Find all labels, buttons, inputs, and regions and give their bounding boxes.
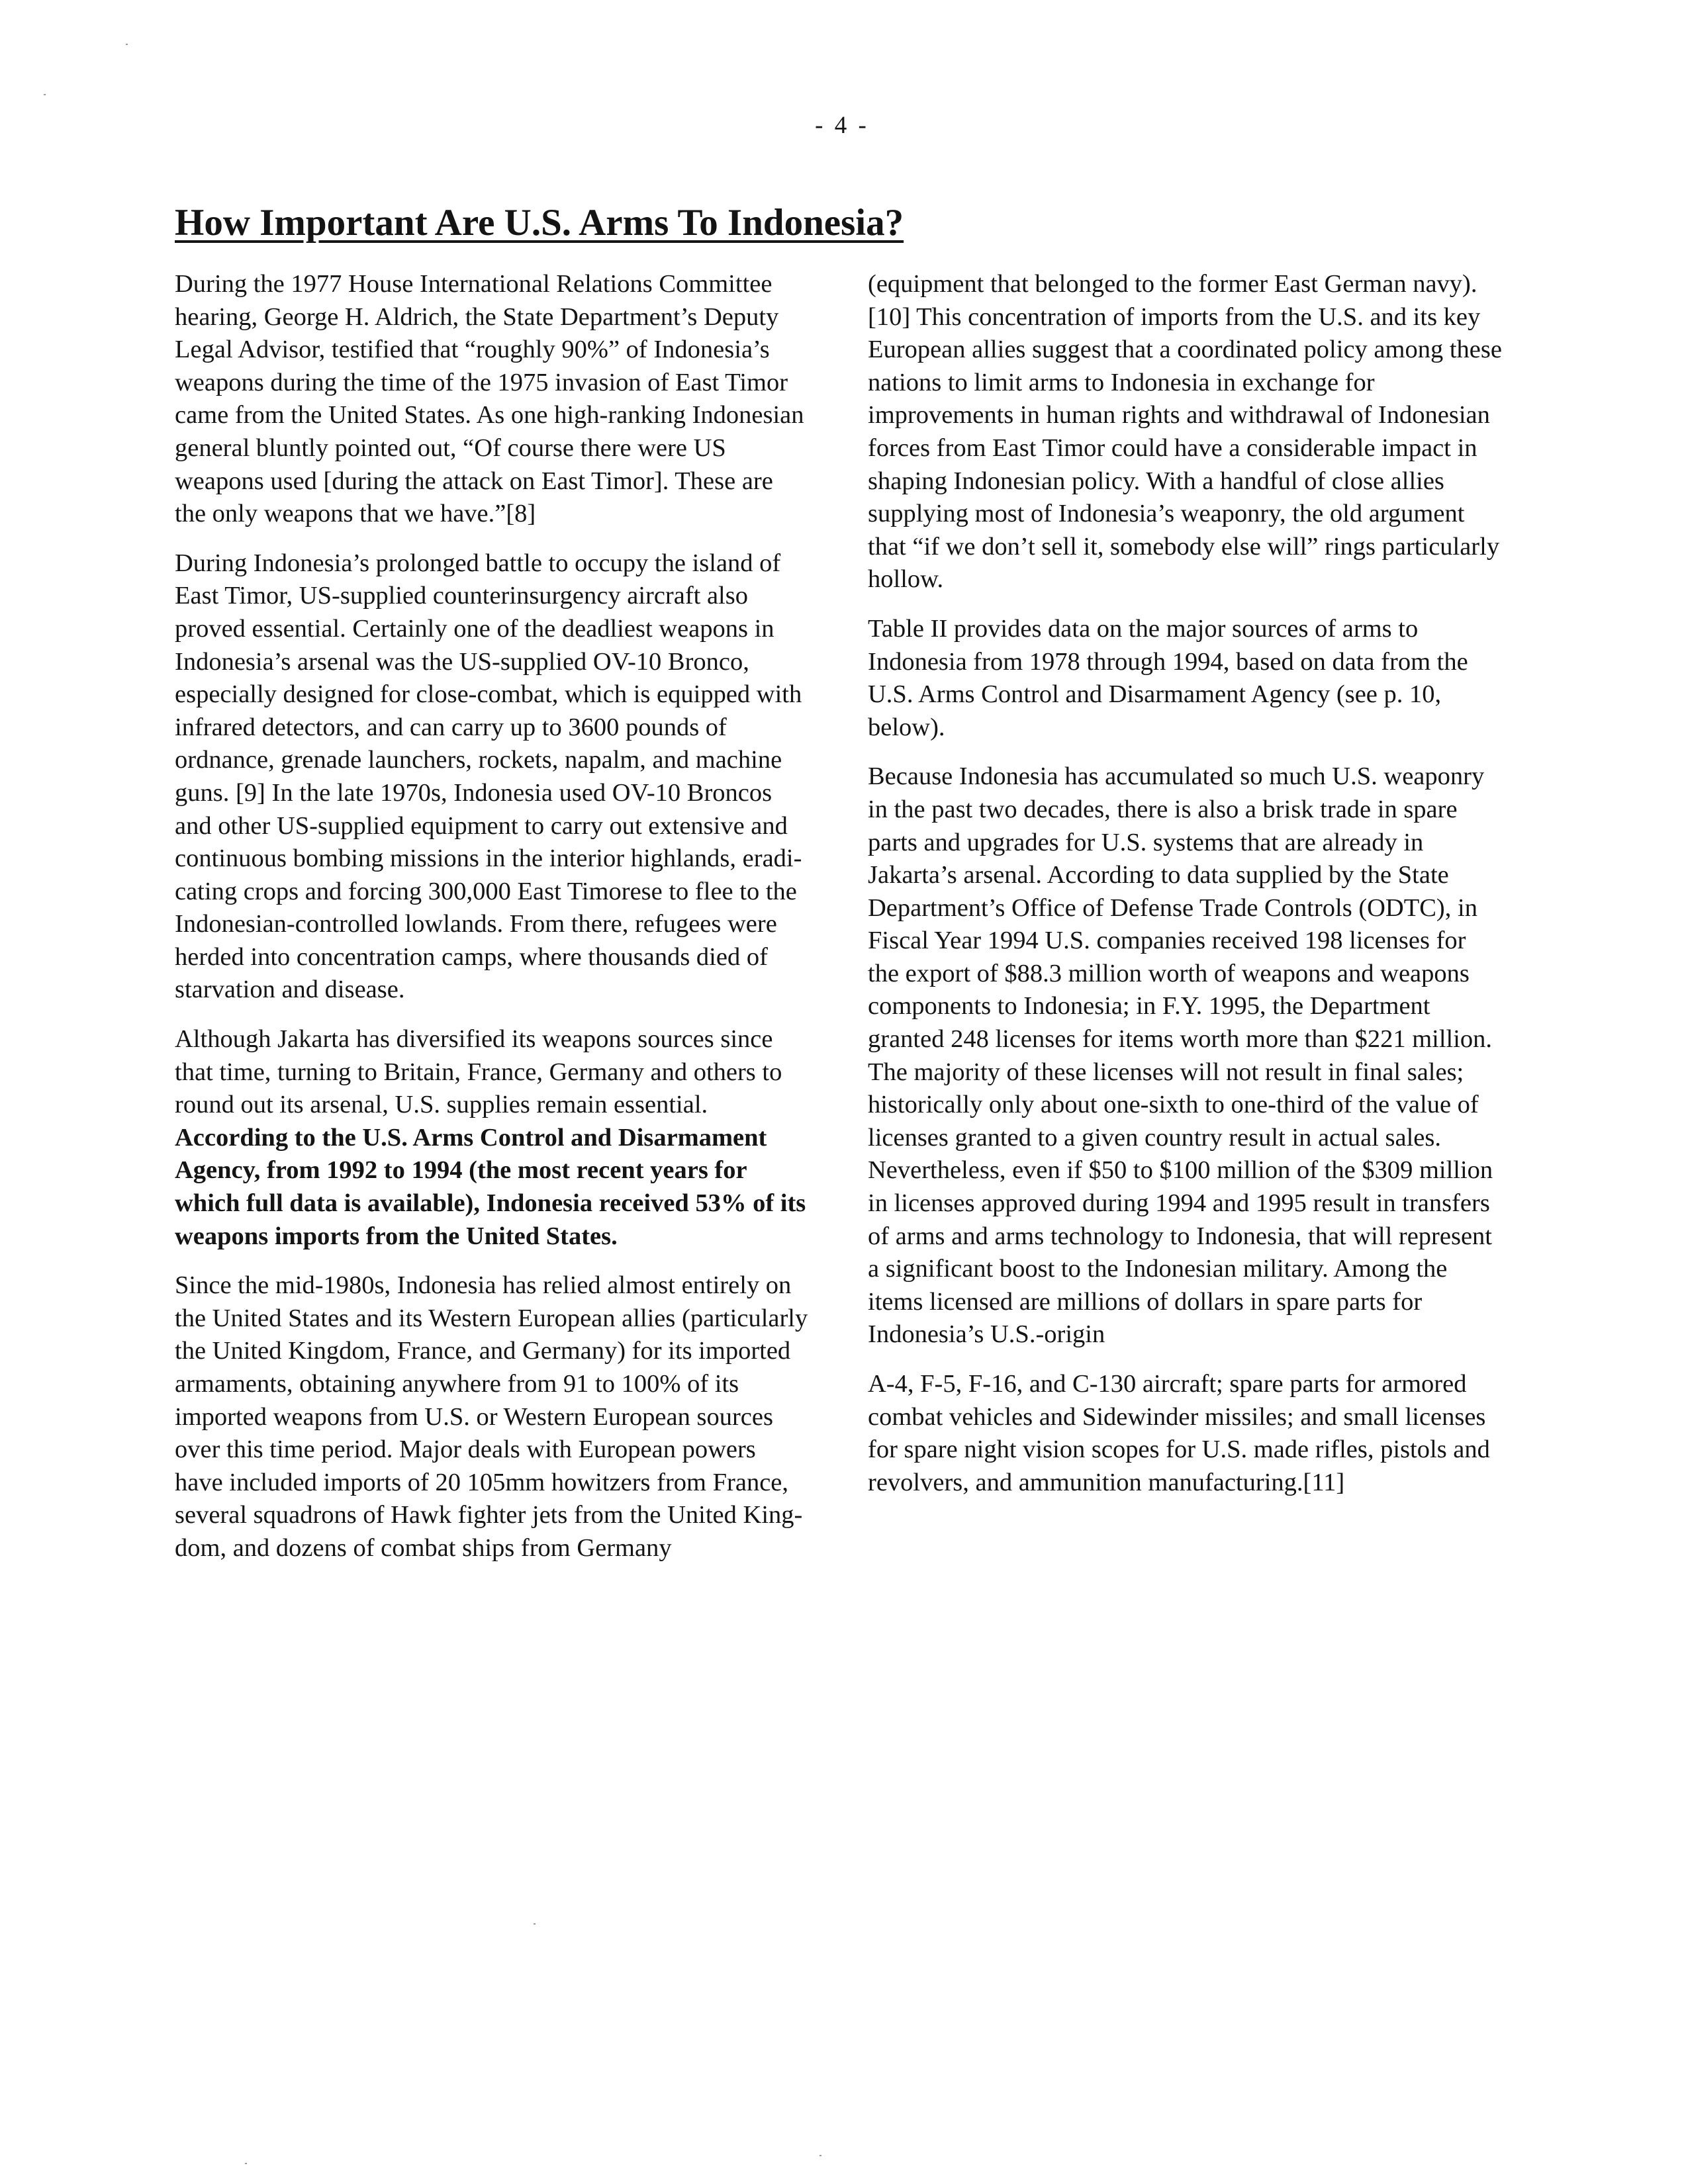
scan-speck [534,1923,536,1925]
paragraph: Because Indonesia has accumulated so much U.S. weaponry in the past two decades, there is also a brisk trade in spare parts and upgrades for U.S. systems that are already in Jakarta’s arsenal. According to data supplied by the State Department’s Office of Defense Trade Controls (ODTC), in Fiscal Year 1994 U.S. companies received 198 licenses for the export of $88.3 million worth of weapons and weapons components to Indonesia; in F.Y. 1995, the Department granted 248 licenses for items worth more than $221 million. The majority of these licenses will not result in final sales; historically only about one-sixth to one-third of the value of licenses granted to a given country result in actual sales. Nevertheless, even if $50 to $100 million of the $309 million in licenses approved during 1994 and 1995 result in transfers of arms and arms technology to Indonesia, that will represent a significant boost to the Indonesian military. Among the items licensed are millions of dollars in spare parts for Indonesia’s U.S.-origin [868,762,1493,1349]
paragraph: During the 1977 House International Relations Committee hearing, George H. Aldrich, the State Department’s Deputy Legal Advisor, testified that “roughly 90%” of Indonesia’s weapons during the time of the 1975 invasion of East Timor came from the United States. As one high-ranking Indonesian general bluntly pointed out, “Of course there were US weapons used [during the attack on East Timor]. These are the only weapons that we have.”[8] [175,270,804,528]
page-title: How Important Are U.S. Arms To Indonesia? [175,202,904,244]
paragraph: (equipment that belonged to the former East German navy).[10] This concentration of imports from the U.S. and its key European allies suggest that a coordinated policy among these nations to limit arms to Indonesia in exchange for improvements in human rights and withdrawal of Indonesian forces from East Timor could have a considerable impact in shaping Indonesian policy. With a handful of close allies supplying most of Indonesia’s weaponry, the old argument that “if we don’t sell it, somebody else will” rings particularly hollow. [868,270,1502,594]
paragraph: A-4, F-5, F-16, and C-130 aircraft; spare parts for armored combat vehicles and Sidewinder missiles; and small licenses for spare night vision scopes for U.S. made rifles, pistols and revolvers, and ammunition manufacturing.[11] [868,1370,1490,1496]
page-number: - 4 - [815,112,869,139]
paragraph [175,1023,810,1253]
scan-speck [819,2155,821,2156]
left-column [175,268,810,1582]
scan-speck [44,94,46,95]
bold-highlight-text: According to the U.S. Arms Control and Disarmament Agency, from 1992 to 1994 (the most recent years for which full data is available), Indonesia received 53% of its weapons imports from the United States. [175,1123,806,1250]
right-column [868,268,1503,1516]
paragraph: Table II provides data on the major sources of arms to Indonesia from 1978 through 1994, based on data from the U.S. Arms Control and Disarmament Agency (see p. 10, below). [868,614,1468,741]
paragraph-text: Although Jakarta has diversified its weapons sources since that time, turning to Britain, France, Germany and others to round out its arsenal, U.S. supplies remain essential. [175,1025,782,1119]
paragraph: During Indonesia’s prolonged battle to occupy the island of East Timor, US-supplied counterinsurgency aircraft also proved essential. Certainly one of the deadliest weapons in Indonesia’s arsenal was the US-supplied OV-10 Bronco, especially designed for close-combat, which is equipped with infrared detectors, and can carry up to 3600 pounds of ordnance, grenade launchers, rockets, napalm, and machine guns. [9] In the late 1970s, Indonesia used OV-10 Broncos and other US-supplied equipment to carry out extensive and continuous bombing missions in the interior highlands, eradicating crops and forcing 300,000 East Timorese to flee to the Indonesian-controlled lowlands. From there, refugees were herded into concentration camps, where thousands died of starvation and disease. [175,549,802,1004]
paragraph: Since the mid-1980s, Indonesia has relied almost entirely on the United States and its Western European allies (particularly the United Kingdom, France, and Germany) for its imported armaments, obtaining anywhere from 91 to 100% of its imported weapons from U.S. or Western European sources over this time period. Major deals with European powers have included imports of 20 105mm howitzers from France, several squadrons of Hawk fighter jets from the United Kingdom, and dozens of combat ships from Germany [175,1271,808,1562]
scan-speck [126,44,128,45]
scan-speck [245,2163,247,2164]
